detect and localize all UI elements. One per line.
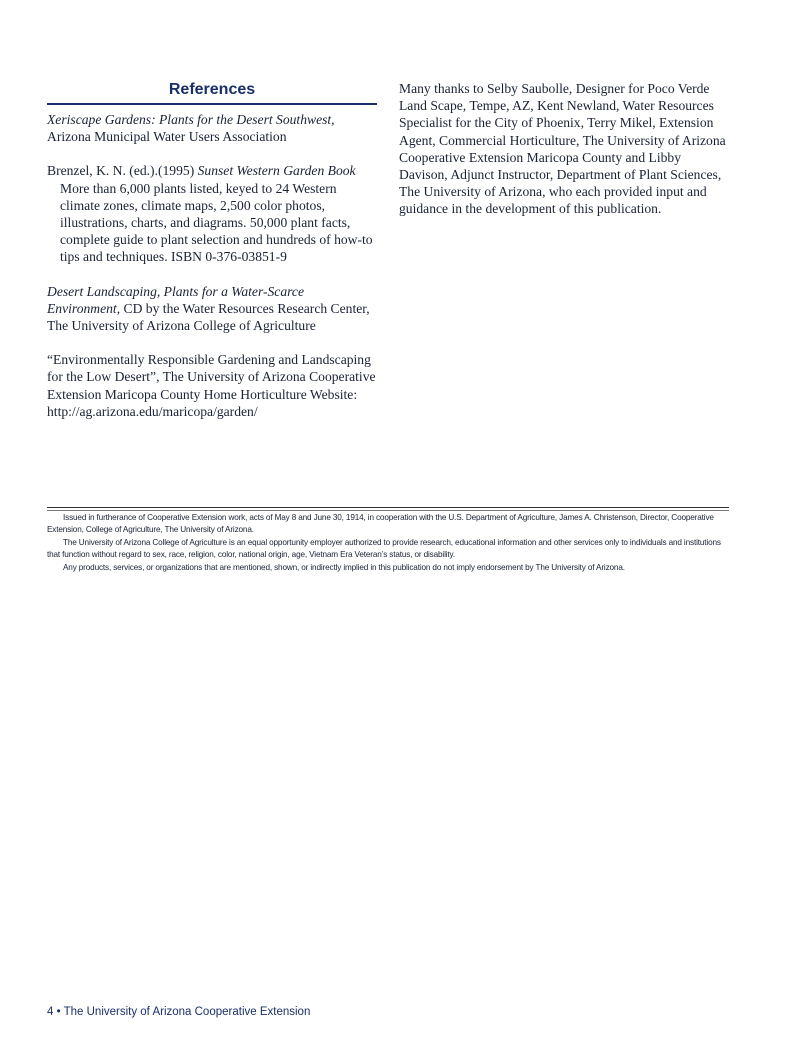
references-heading: References bbox=[47, 81, 377, 105]
reference-title: Sunset Western Garden Book bbox=[197, 163, 356, 179]
reference-text: “Environmentally Responsible Gardening and Landscaping for the Low Desert”, The University of Arizona Cooperative Extension Maricopa County Home Horticulture Website: http://ag.arizona.edu/maricopa/garden/ bbox=[47, 352, 376, 419]
references-column bbox=[47, 80, 377, 437]
reference-item-sunset bbox=[47, 162, 377, 265]
reference-item-xeriscape bbox=[47, 111, 377, 145]
reference-item-website bbox=[47, 351, 377, 420]
reference-title: Desert Landscaping, Plants for a Water-Scarce Environment, bbox=[47, 283, 304, 316]
footer-line-issued: Issued in furtherance of Cooperative Extension work, acts of May 8 and June 30, 1914, in cooperation with the U.S. Department of Agriculture, James A. Christenson, Director, Cooperative Extension, College of Agriculture, The University of Arizona. bbox=[47, 513, 714, 535]
legal-footer bbox=[47, 512, 729, 574]
footer-divider bbox=[47, 507, 729, 511]
reference-author: Brenzel, K. N. (ed.).(1995) bbox=[47, 163, 198, 179]
acknowledgment-paragraph: Many thanks to Selby Saubolle, Designer for Poco Verde Land Scape, Tempe, AZ, Kent Newland, Water Resources Specialist for the City of Phoenix, Terry Mikel, Extension Agent, Commercial Horticulture, The University of Arizona Cooperative Extension Maricopa County and Libby Davison, Adjunct Instructor, Department of Plant Sciences, The University of Arizona, who each provided input and guidance in the development of this publication. bbox=[399, 81, 726, 217]
reference-publisher: CD by the Water Resources Research Center, The University of Arizona College of Agriculture bbox=[47, 300, 370, 334]
footer-line-endorsement: Any products, services, or organizations that are mentioned, shown, or indirectly implied in this publication do not imply endorsement by The University of Arizona. bbox=[63, 562, 625, 572]
footer-line-equal-opportunity: The University of Arizona College of Agriculture is an equal opportunity employer authorized to provide research, educational information and other services only to individuals and institutions that function without regard to sex, race, religion, color, national origin, age, Vietnam Era Veteran’s status, or disability. bbox=[47, 537, 721, 560]
reference-publisher: Arizona Municipal Water Users Association bbox=[47, 129, 287, 145]
page-number-footer: 4 • The University of Arizona Cooperative Extension bbox=[47, 1006, 311, 1018]
reference-item-desert-landscaping bbox=[47, 283, 377, 335]
reference-description: More than 6,000 plants listed, keyed to 24 Western climate zones, climate maps, 2,500 color photos, illustrations, charts, and diagrams. 50,000 plant facts, complete guide to plant selection and hundreds of how-to tips and techniques. ISBN 0-376-03851-9 bbox=[60, 180, 373, 265]
reference-list bbox=[47, 111, 377, 420]
acknowledgment-column bbox=[399, 80, 729, 218]
reference-title: Xeriscape Gardens: Plants for the Desert Southwest, bbox=[47, 112, 335, 127]
